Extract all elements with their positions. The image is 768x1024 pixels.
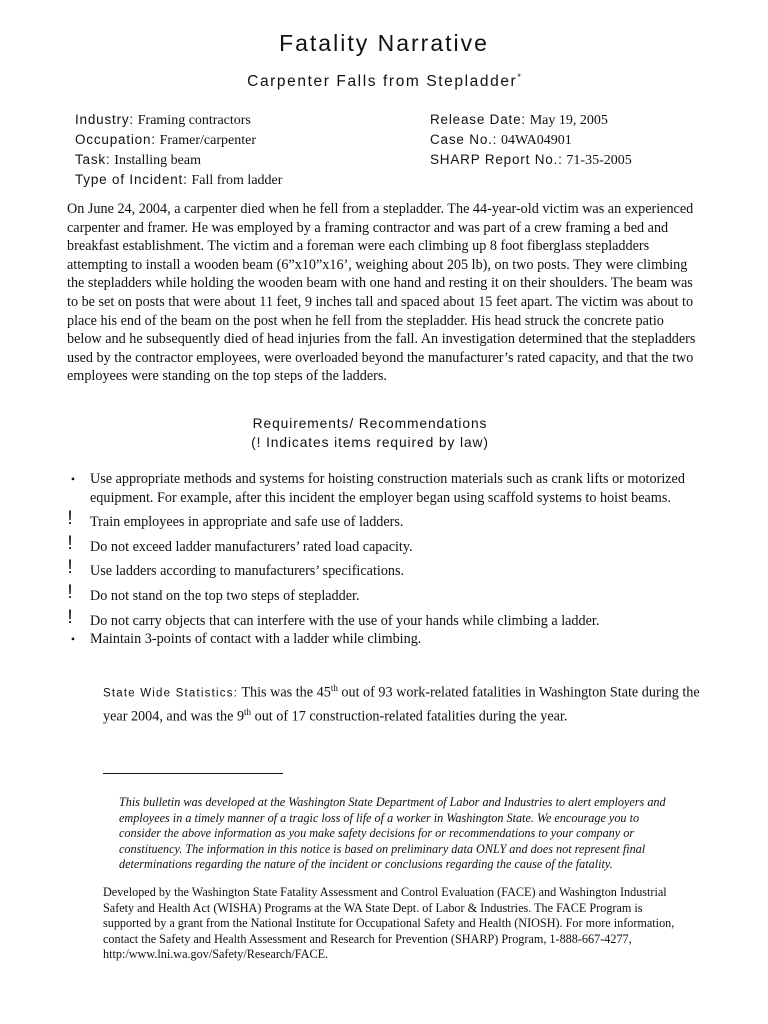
requirement-text: Use ladders according to manufacturers’ specifications. [90, 563, 405, 580]
bullet-marker: • [70, 632, 76, 647]
meta-value: May 19, 2005 [529, 113, 608, 128]
case-meta-left [75, 110, 282, 190]
meta-value: Framer/carpenter [159, 133, 256, 148]
requirement-item [60, 557, 710, 581]
meta-value: 04WA04901 [501, 133, 572, 148]
page-title: Fatality Narrative [279, 30, 489, 56]
requirement-text: Do not carry objects that can interfere with the use of your hands while climbing a ladder. [90, 612, 600, 629]
subtitle-footnote-mark: * [517, 72, 521, 82]
statistics-text: out of 17 construction-related fatalities during the year. [251, 709, 568, 726]
requirements-subheading: (! Indicates items required by law) [251, 435, 489, 450]
meta-label: Case No.: [430, 132, 498, 147]
meta-label: Release Date: [430, 112, 526, 127]
meta-label: Task: [75, 152, 111, 167]
law-required-marker: ! [67, 581, 73, 603]
law-required-marker: ! [67, 532, 73, 554]
meta-label: Type of Incident: [75, 172, 188, 187]
footnote-divider [103, 773, 283, 774]
meta-label: SHARP Report No.: [430, 152, 563, 167]
requirements-heading: Requirements/ Recommendations [252, 416, 488, 431]
bulletin-disclaimer: This bulletin was developed at the Washington State Department of Labor and Industries to alert employers and employees in a timely manner of a tragic loss of life of a worker in Washington State. We encourage you to consider the above information as you make safety decisions for or recommendations to your company or constituency. The information in this notice is based on preliminary data ONLY and does not represent final determinations regarding the nature of the incident or conclusions regarding the cause of the fatality. [119, 795, 666, 871]
meta-sharp-report [430, 150, 632, 170]
law-required-marker: ! [67, 606, 73, 628]
meta-value: Framing contractors [137, 113, 251, 128]
requirement-text: Train employees in appropriate and safe use of ladders. [90, 514, 404, 531]
meta-case-number [430, 130, 632, 150]
meta-task [75, 150, 282, 170]
subtitle-text: Carpenter Falls from Stepladder [247, 73, 518, 91]
meta-incident-type [75, 170, 282, 190]
meta-value: Installing beam [114, 153, 201, 168]
incident-narrative: On June 24, 2004, a carpenter died when he fell from a stepladder. The 44-year-old victim was an experienced carpenter and framer. He was employed by a framing contractor and was part of a crew framing a bed and breakfast establishment. The victim and a foreman were each climbing up 8 foot fiberglass stepladders attempting to install a wooden beam (6”x10”x16’, weighing about 205 lb), on two posts. They were climbing the stepladders while holding the wooden beam with one hand and resting it on their shoulders. The beam was to be set on posts that were about 11 feet, 9 inches tall and spaced about 15 feet apart. The victim was about to place his end of the beam on the post when he fell from the stepladder. His head struck the concrete patio below and he subsequently died of head injuries from the fall. An investigation determined that the stepladders used by the contractor employees, were overloaded beyond the manufacturer’s rated capacity, and that the two employees were standing on the top steps of the ladders. [67, 201, 696, 385]
statistics-text: This was the 45 [238, 684, 331, 701]
ordinal-suffix: th [244, 707, 252, 718]
case-meta-right [430, 110, 632, 170]
meta-release-date [430, 110, 632, 130]
law-required-marker: ! [67, 508, 73, 530]
requirement-text: Do not exceed ladder manufacturers’ rated load capacity. [90, 538, 413, 555]
meta-industry [75, 110, 282, 130]
requirement-item [60, 532, 710, 557]
page-subtitle [0, 72, 768, 91]
requirement-item [60, 508, 710, 532]
meta-value: Fall from ladder [191, 173, 283, 188]
requirement-item [60, 470, 710, 507]
ordinal-suffix: th [330, 683, 338, 693]
requirements-heading-block [0, 414, 740, 452]
law-required-marker: ! [67, 557, 73, 579]
statistics-text: out of 93 work-related fatalities in Washington State during the year 2004, and was the 9 [103, 684, 700, 726]
statistics-label: State Wide Statistics: [103, 687, 239, 700]
meta-label: Industry: [75, 112, 134, 127]
bullet-marker: • [70, 472, 76, 486]
requirement-item [60, 630, 710, 649]
state-statistics [103, 679, 703, 727]
meta-occupation [75, 130, 282, 150]
program-credits: Developed by the Washington State Fatality Assessment and Control Evaluation (FACE) and Washington Industrial Safety and Health Act (WISHA) Programs at the WA State Dept. of Labor & Industries. The FACE Program is supported by a grant from the National Institute for Occupational Safety and Health (NIOSH). For more information, contact the Safety and Health Assessment and Research for Prevention (SHARP) Program, 1-888-667-4277, http:/www.lni.wa.gov/Safety/Research/FACE. [103, 885, 675, 961]
requirements-list [60, 470, 710, 649]
requirement-item [60, 581, 710, 606]
meta-value: 71-35-2005 [566, 153, 632, 168]
requirement-text: Do not stand on the top two steps of stepladder. [90, 587, 360, 604]
meta-label: Occupation: [75, 132, 156, 147]
requirement-text: Use appropriate methods and systems for hoisting construction materials such as crank lifts or motorized equipment. For example, after this incident the employer began using scaffold systems to hoist beams. [90, 471, 685, 506]
requirement-text: Maintain 3-points of contact with a ladder while climbing. [90, 631, 422, 648]
requirement-item [60, 606, 710, 631]
